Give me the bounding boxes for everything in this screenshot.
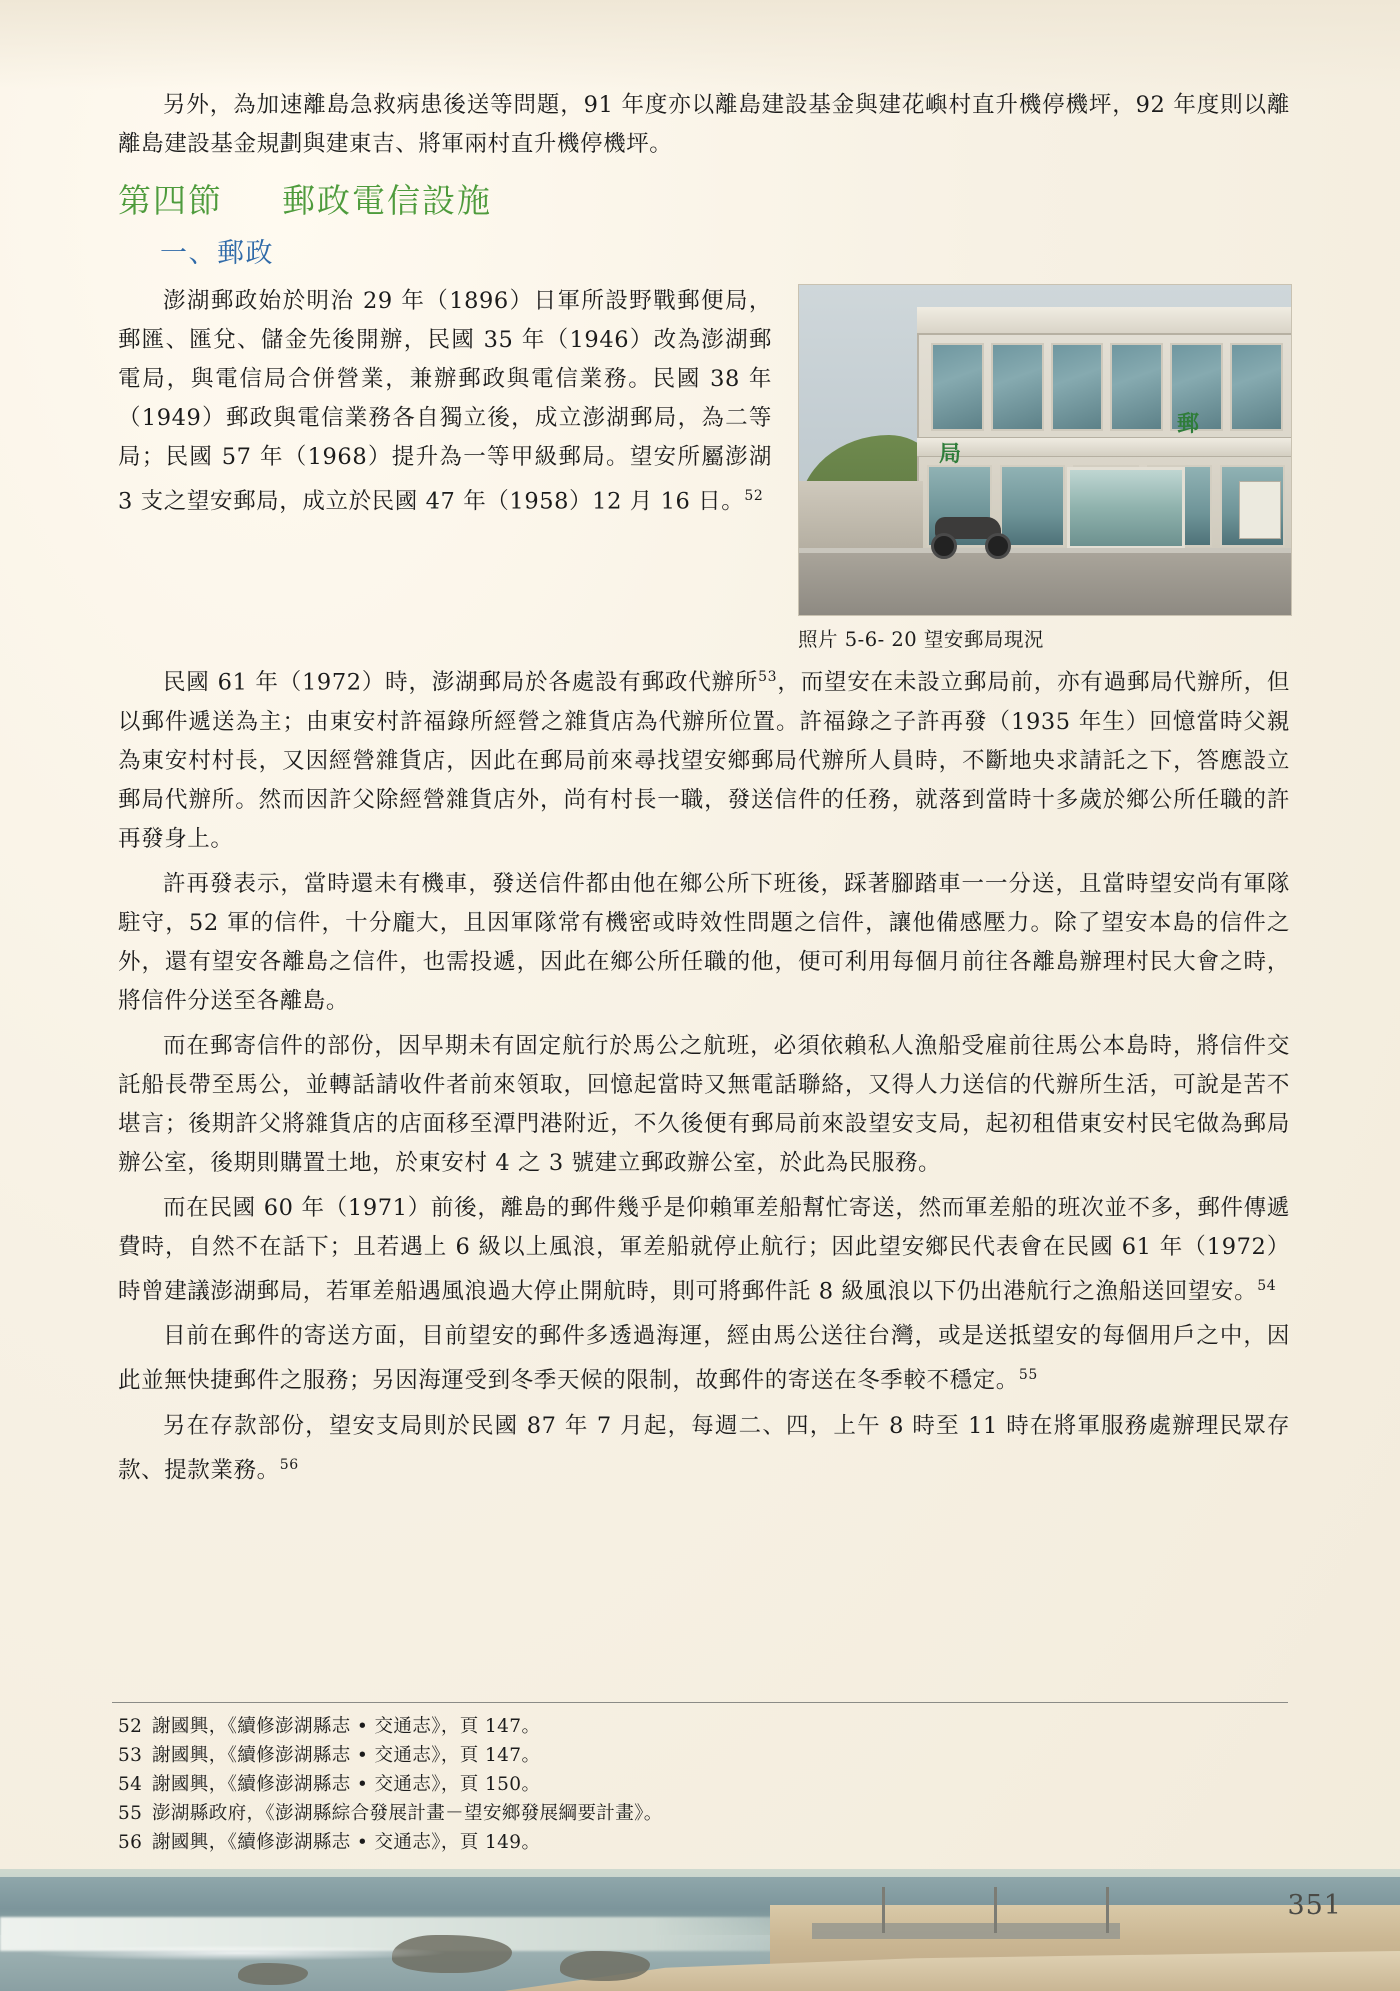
footnote-number: 54: [118, 1774, 143, 1795]
photo-fence-wall: [799, 481, 923, 553]
footnote-number: 52: [118, 1716, 143, 1737]
figure-post-office: [798, 284, 1290, 652]
band-pole: [994, 1887, 997, 1933]
footnote-ref-52: 52: [744, 488, 764, 504]
photo-wall-plate: [1239, 481, 1281, 539]
page-content: [118, 86, 1290, 1496]
footnote-text: 謝國興，《續修澎湖縣志 • 交通志》，頁 147。: [152, 1716, 541, 1737]
paragraph-military-ship: [118, 1189, 1290, 1312]
paragraph-deposit-service: [118, 1407, 1290, 1491]
footnote-text: 謝國興，《續修澎湖縣志 • 交通志》，頁 147。: [152, 1745, 541, 1766]
band-rock: [560, 1951, 650, 1981]
paragraph-mailing-boats: 而在郵寄信件的部份，因早期未有固定航行於馬公之航班，必須依賴私人漁船受雇前往馬公本島時，將信件交託船長帶至馬公，並轉話請收件者前來領取，回憶起當時又無電話聯絡，又得人力送信的代辦所生活，可說是苦不堪言；後期許父將雜貨店的店面移至潭門港附近，不久後便有郵局前來設望安支局，起初租借東安村民宅做為郵局辦公室，後期則購置土地，於東安村 4 之 3 號建立郵政辦公室，於此為民服務。: [118, 1032, 1290, 1176]
band-seawall: [812, 1923, 1120, 1939]
figure-caption: 照片 5-6- 20 望安郵局現況: [798, 628, 1044, 651]
page-top-shade: [0, 0, 1400, 90]
footnote-ref-56: 56: [279, 1456, 299, 1473]
photo-window: [1051, 343, 1104, 431]
photo-window: [931, 343, 984, 431]
page-number: 351: [1287, 1890, 1342, 1921]
photo-scooter: [927, 511, 1013, 559]
photo-sign-right: 郵: [1176, 411, 1199, 437]
footnote-number: 55: [118, 1803, 143, 1824]
photo-post-office-building: [798, 284, 1292, 616]
paragraph-current-shipping: [118, 1317, 1290, 1401]
footnote-number: 53: [118, 1745, 143, 1766]
paragraph-intro: 另外，為加速離島急救病患後送等問題，91 年度亦以離島建設基金與建花嶼村直升機停機坪，92 年度則以離離島建設基金規劃與建東吉、將軍兩村直升機停機坪。: [118, 92, 1290, 157]
decorative-coastal-photo-band: [0, 1869, 1400, 1991]
section-heading-prefix: 第四節: [118, 181, 223, 220]
photo-window: [1230, 343, 1283, 431]
footnote-list: [118, 1712, 1298, 1857]
section-heading-text: 郵政電信設施: [282, 181, 492, 220]
footnote-item: [118, 1799, 1298, 1828]
photo-ground: [799, 553, 1291, 615]
paragraph-agency-office-a: 民國 61 年（1972）時，澎湖郵局於各處設有郵政代辦所: [163, 669, 759, 696]
footnote-item: [118, 1741, 1298, 1770]
footnote-ref-55: 55: [1018, 1367, 1038, 1383]
photo-floor-band: [917, 437, 1291, 457]
footnote-text: 謝國興，《續修澎湖縣志 • 交通志》，頁 149。: [152, 1832, 541, 1853]
footnote-item: [118, 1712, 1298, 1741]
band-pole: [882, 1887, 885, 1933]
subsection-heading: 一、郵政: [160, 238, 274, 269]
paragraph-military-ship-text: 而在民國 60 年（1971）前後，離島的郵件幾乎是仰賴軍差船幫忙寄送，然而軍差船的班次並不多，郵件傳遞費時，自然不在話下；且若遇上 6 級以上風浪，軍差船就停止航行；因此望安鄉民代表會在民國 61 年（1972）時曾建議澎湖郵局，若軍差船遇風浪過大停止開航時，則可將郵件託 8 級風浪以下仍出港航行之漁船送回望安。: [118, 1194, 1290, 1304]
photo-scooter-wheel: [931, 533, 957, 559]
photo-window: [991, 343, 1044, 431]
footnote-separator: [112, 1702, 1288, 1703]
photo-sign-left: 局: [939, 441, 962, 467]
paragraph-agency-office-b: ，而望安在未設立郵局前，亦有過郵局代辦所，但以郵件遞送為主；由東安村許福錄所經營之雜貨店為代辦所位置。許福錄之子許再發（1935 年生）回憶當時父親為東安村村長，又因經營雜貨店，因此在郵局前來尋找望安鄉郵局代辦所人員時，不斷地央求請託之下，答應設立郵局代辦所。然而因許父除經營雜貨店外，尚有村長一職，發送信件的任務，就落到當時十多歲於鄉公所任職的許再發身上。: [118, 669, 1290, 852]
footnote-number: 56: [118, 1832, 143, 1853]
photo-entrance-door: [1067, 467, 1185, 549]
footnote-ref-54: 54: [1257, 1277, 1277, 1294]
section-heading: [118, 178, 1290, 224]
band-rock: [238, 1963, 308, 1985]
footnote-item: [118, 1770, 1298, 1799]
paragraph-post-history-text: 澎湖郵政始於明治 29 年（1896）日軍所設野戰郵便局，郵匯、匯兌、儲金先後開辦，民國 35 年（1946）改為澎湖郵電局，與電信局合併營業，兼辦郵政與電信業務。民國 38 年（1949）郵政與電信業務各自獨立後，成立澎湖郵局，為二等局；民國 57 年（1968）提升為一等甲級郵局。望安所屬澎湖 3 支之望安郵局，成立於民國 47 年（1958）12 月 16 日。: [118, 288, 772, 515]
photo-window: [1110, 343, 1163, 431]
footnote-item: [118, 1828, 1298, 1857]
paragraph-agency-office: [118, 658, 1290, 859]
paragraph-deposit-service-text: 另在存款部份，望安支局則於民國 87 年 7 月起，每週二、四，上午 8 時至 11 時在將軍服務處辦理民眾存款、提款業務。: [118, 1412, 1290, 1483]
band-pole: [1106, 1887, 1109, 1933]
photo-upper-window-row: [931, 343, 1283, 431]
paragraph-bicycle-delivery: 許再發表示，當時還未有機車，發送信件都由他在鄉公所下班後，踩著腳踏車一一分送，且當時望安尚有軍隊駐守，52 軍的信件，十分龐大，且因軍隊常有機密或時效性問題之信件，讓他備感壓力。除了望安本島的信件之外，還有望安各離島之信件，也需投遞，因此在鄉公所任職的他，便可利用每個月前往各離島辦理村民大會之時，將信件分送至各離島。: [118, 870, 1290, 1014]
photo-scooter-wheel: [985, 533, 1011, 559]
band-foam: [28, 1945, 448, 1961]
paragraph-current-shipping-text: 目前在郵件的寄送方面，目前望安的郵件多透過海運，經由馬公送往台灣，或是送抵望安的每個用戶之中，因此並無快捷郵件之服務；另因海運受到冬季天候的限制，故郵件的寄送在冬季較不穩定。: [118, 1323, 1290, 1394]
footnote-ref-53: 53: [758, 669, 778, 685]
footnote-text: 澎湖縣政府，《澎湖縣綜合發展計畫－望安鄉發展綱要計畫》。: [152, 1803, 663, 1824]
footnote-text: 謝國興，《續修澎湖縣志 • 交通志》，頁 150。: [152, 1774, 541, 1795]
photo-roof-band: [917, 307, 1291, 335]
